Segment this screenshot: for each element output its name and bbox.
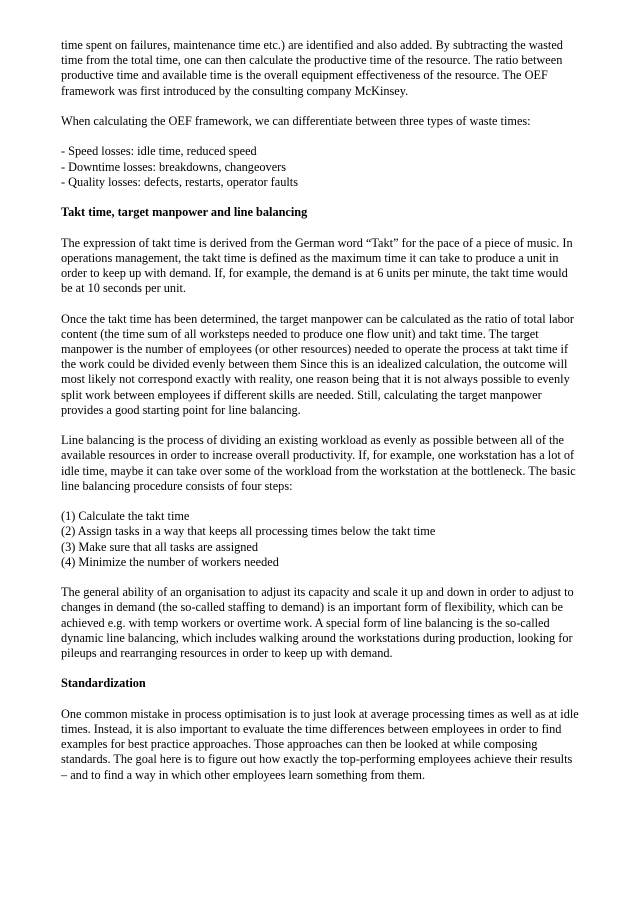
list-item: - Quality losses: defects, restarts, operator faults — [61, 174, 298, 189]
section-heading-standardization: Standardization — [61, 676, 146, 691]
section-heading-takt: Takt time, target manpower and line balancing — [61, 205, 308, 220]
list-item: (4) Minimize the number of workers needed — [61, 554, 279, 569]
paragraph-waste-types: When calculating the OEF framework, we can differentiate between three types of waste times: — [61, 114, 531, 128]
waste-types-list — [61, 144, 579, 190]
paragraph-takt-time: The expression of takt time is derived from the German word “Takt” for the pace of a piece of music. In operations management, the takt time is defined as the maximum time it can take to produce a unit in order to keep up with demand. If, for example, the demand is at 6 units per minute, the takt time would be at 10 seconds per unit. — [61, 235, 573, 296]
paragraph-flexibility: The general ability of an organisation to adjust its capacity and scale it up and down in order to adjust to changes in demand (the so-called staffing to demand) is an important form of flexibility, which can be achieved e.g. with temp workers or overtime work. A special form of line balancing is the so-called dynamic line balancing, which includes walking around the workstations during production, looking for pileups and rearranging resources in order to keep up with demand. — [61, 585, 574, 660]
paragraph-standardization: One common mistake in process optimisation is to just look at average processing times as well as at idle times. Instead, it is also important to evaluate the time differences between employees in order to find examples for best practice approaches. Those approaches can then be looked at while composing standards. The goal here is to figure out how exactly the top-performing employees achieve their results – and to find a way in which other employees learn something from them. — [61, 706, 579, 782]
list-item: - Downtime losses: breakdowns, changeovers — [61, 159, 287, 174]
list-item: (3) Make sure that all tasks are assigned — [61, 539, 259, 554]
paragraph-intro: time spent on failures, maintenance time etc.) are identified and also added. By subtracting the wasted time from the total time, one can then calculate the productive time of the resource. The ratio between productive time and available time is the overall equipment effectiveness of the resource. The OEF framework was first introduced by the consulting company McKinsey. — [61, 38, 563, 98]
list-item: (1) Calculate the takt time — [61, 509, 190, 524]
document-page — [61, 38, 579, 798]
paragraph-target-manpower: Once the takt time has been determined, the target manpower can be calculated as the ratio of total labor content (the time sum of all worksteps needed to produce one flow unit) and takt time. The target manpower is the number of employees (or other resources) needed to operate the process at takt time if the work could be divided evenly between them Since this is an idealized calculation, the outcome will most likely not correspond exactly with reality, one reason being that it is not always possible to evenly split work between employees if different skills are needed. Still, calculating the target manpower provides a good starting point for line balancing. — [61, 311, 574, 417]
paragraph-line-balancing: Line balancing is the process of dividing an existing workload as evenly as possible between all of the available resources in order to increase overall productivity. If, for example, one workstation has a lot of idle time, maybe it can take over some of the workload from the workstation at the bottleneck. The basic line balancing procedure consists of four steps: — [61, 433, 576, 493]
list-item: - Speed losses: idle time, reduced speed — [61, 144, 257, 159]
balancing-steps-list — [61, 509, 579, 570]
list-item: (2) Assign tasks in a way that keeps all processing times below the takt time — [61, 524, 436, 539]
